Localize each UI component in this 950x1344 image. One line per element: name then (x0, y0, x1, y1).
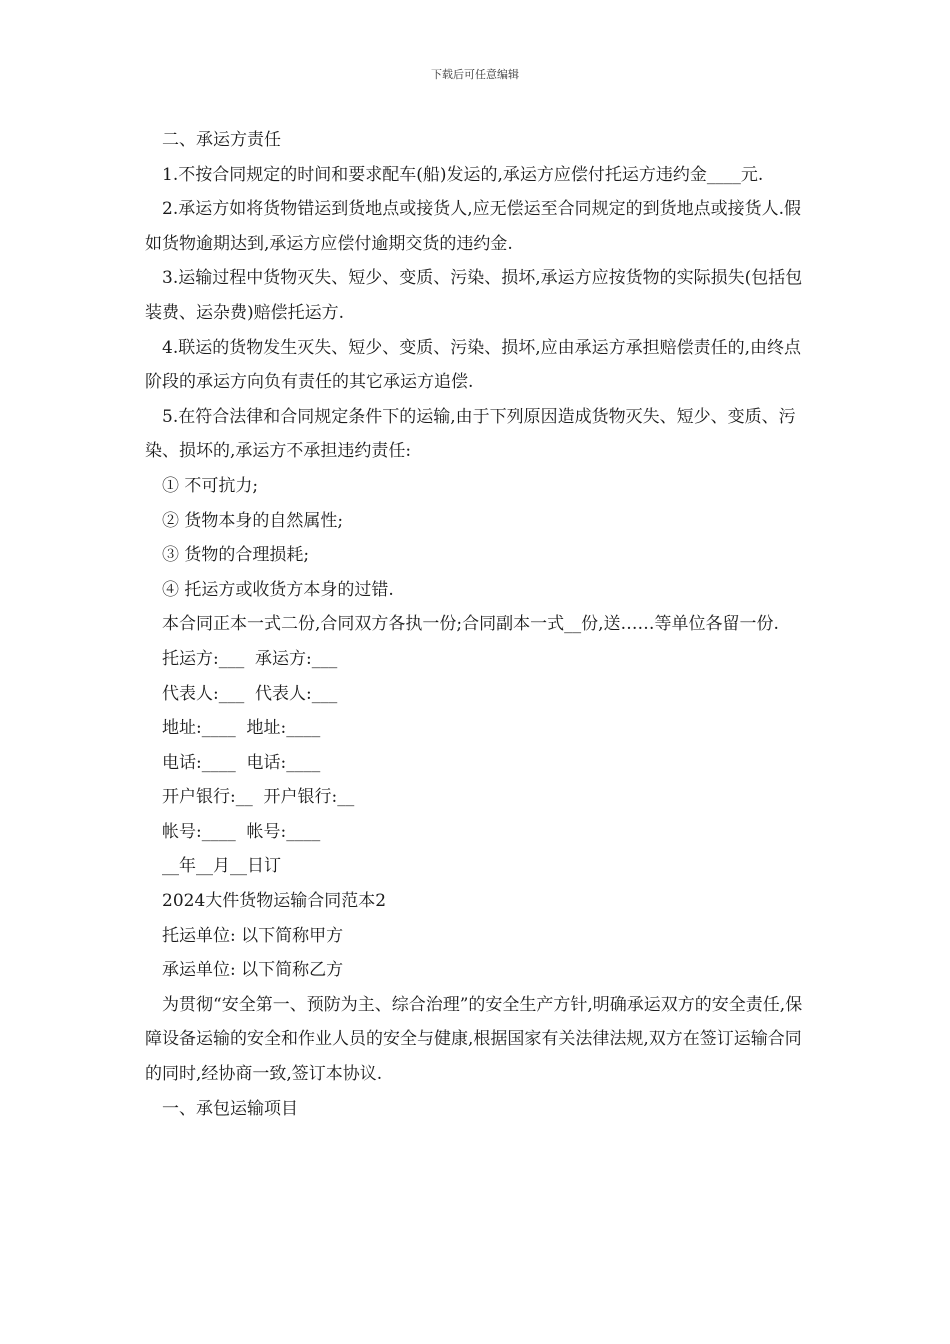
paragraph: 开户银行:__ 开户银行:__ (162, 787, 355, 808)
paragraph: ④ 托运方或收货方本身的过错. (162, 579, 394, 600)
paragraph: 2024大件货物运输合同范本2 (162, 891, 387, 912)
document-body (145, 123, 809, 1126)
page-header: 下载后可任意编辑 (431, 68, 519, 81)
paragraph: 为贯彻“安全第一、预防为主、综合治理”的安全生产方针,明确承运双方的安全责任,保障设备运输的安全和作业人员的安全与健康,根据国家有关法律法规,双方在签订运输合同的同时,经协商一致,签订本协议. (145, 994, 803, 1085)
paragraph: 5.在符合法律和合同规定条件下的运输,由于下列原因造成货物灭失、短少、变质、污染、损坏的,承运方不承担违约责任: (145, 406, 796, 462)
paragraph: ③ 货物的合理损耗; (162, 545, 310, 566)
paragraph: 地址:____ 地址:____ (162, 718, 321, 739)
paragraph: 帐号:____ 帐号:____ (162, 821, 321, 842)
paragraph: 1.不按合同规定的时间和要求配车(船)发运的,承运方应偿付托运方违约金____元. (162, 164, 764, 185)
paragraph: 3.运输过程中货物灭失、短少、变质、污染、损坏,承运方应按货物的实际损失(包括包装费、运杂费)赔偿托运方. (145, 268, 803, 323)
paragraph: 电话:____ 电话:____ (162, 752, 321, 773)
paragraph: 承运单位: 以下简称乙方 (162, 960, 344, 981)
paragraph: ② 货物本身的自然属性; (162, 510, 344, 531)
paragraph: 托运方:___ 承运方:___ (162, 648, 338, 669)
paragraph: ① 不可抗力; (162, 475, 259, 496)
paragraph: __年__月__日订 (162, 856, 281, 877)
paragraph: 本合同正本一式二份,合同双方各执一份;合同副本一式__份,送……等单位各留一份. (162, 614, 779, 635)
paragraph: 代表人:___ 代表人:___ (162, 683, 338, 704)
paragraph: 一、承包运输项目 (162, 1098, 298, 1119)
paragraph: 二、承运方责任 (162, 130, 281, 150)
paragraph: 托运单位: 以下简称甲方 (162, 925, 344, 946)
paragraph: 4.联运的货物发生灭失、短少、变质、污染、损坏,应由承运方承担赔偿责任的,由终点阶段的承运方向负有责任的其它承运方追偿. (145, 337, 802, 393)
paragraph: 2.承运方如将货物错运到货地点或接货人,应无偿运至合同规定的到货地点或接货人.假如货物逾期达到,承运方应偿付逾期交货的违约金. (145, 199, 802, 254)
